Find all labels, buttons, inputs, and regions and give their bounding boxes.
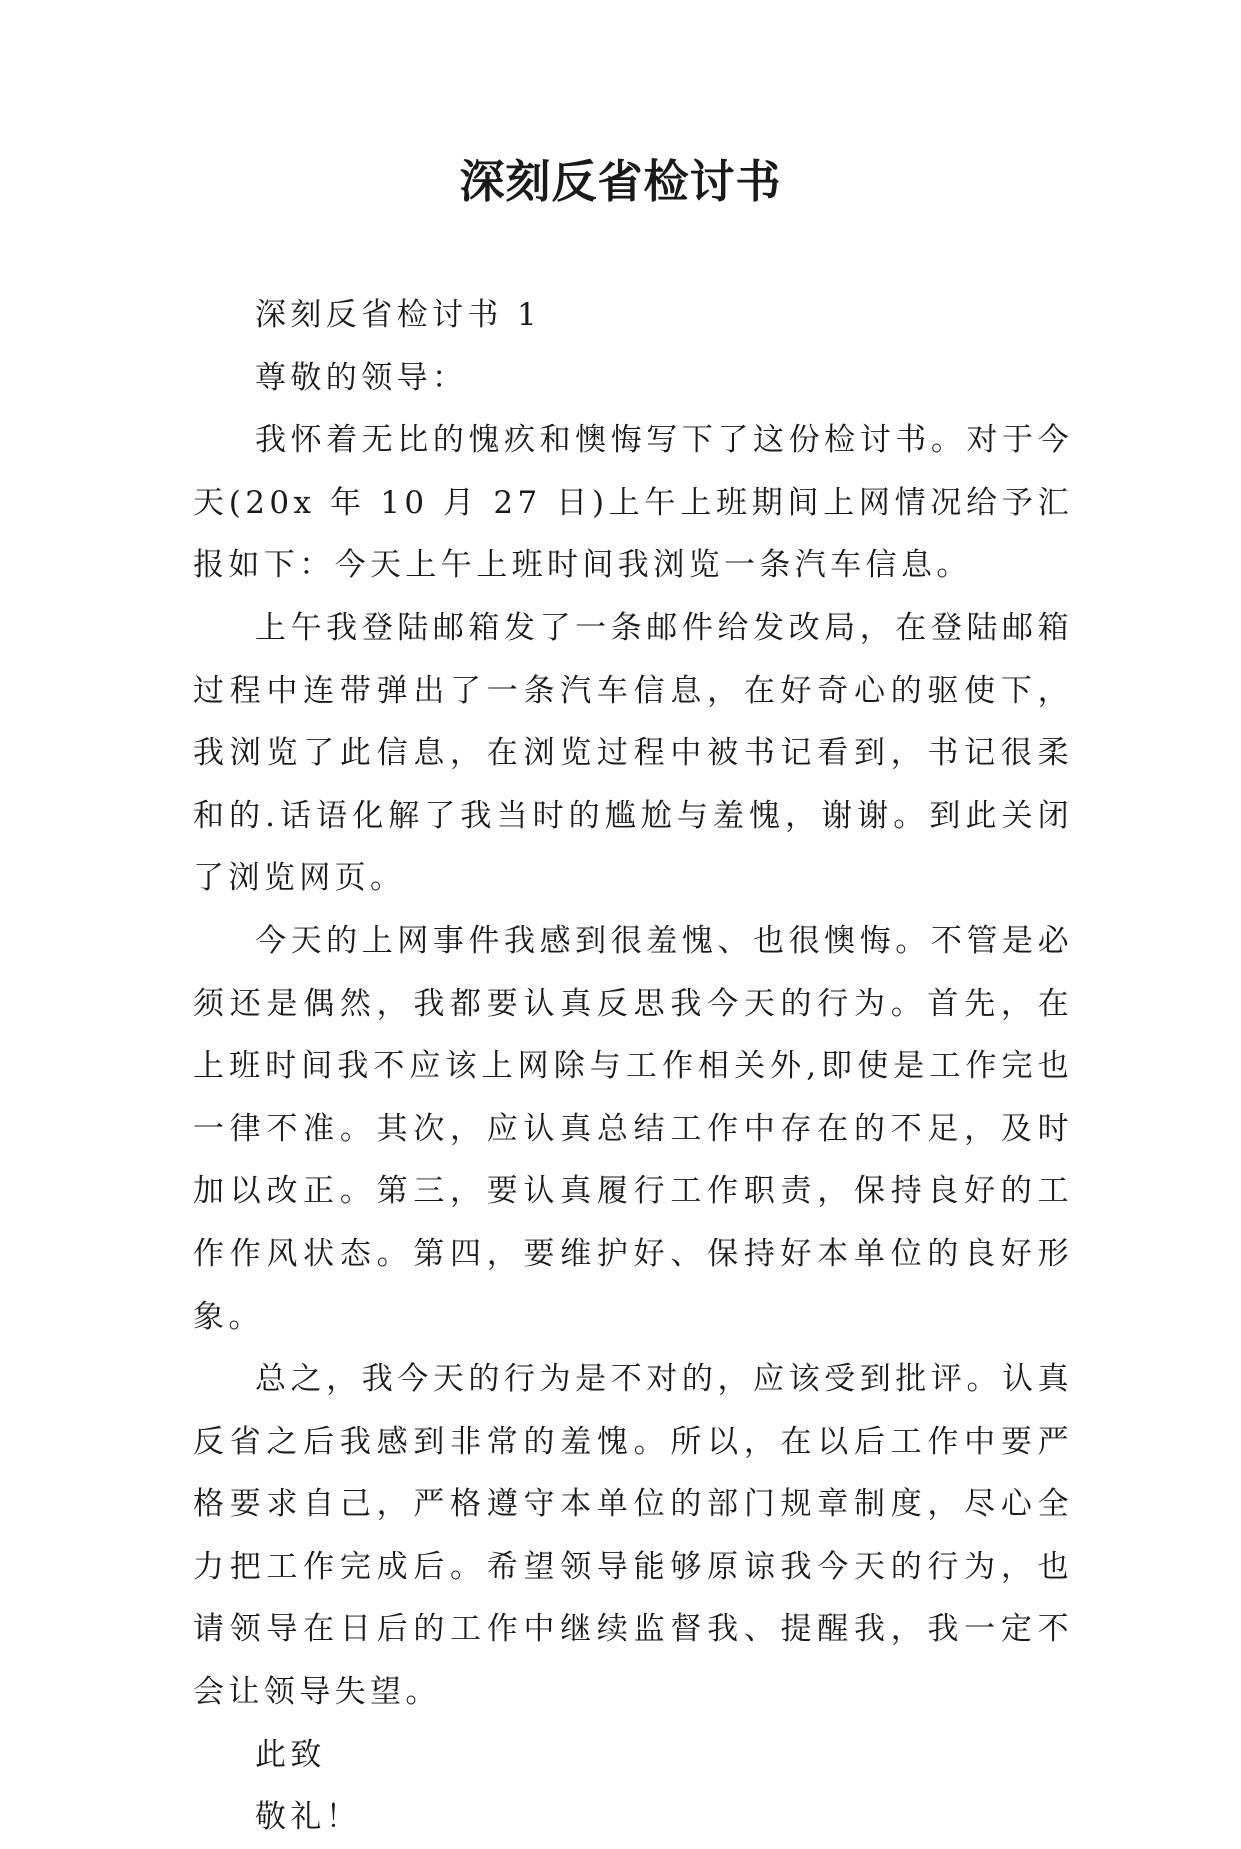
document-body — [193, 284, 1073, 1849]
paragraph-conclusion: 总之，我今天的行为是不对的，应该受到批评。认真反省之后我感到非常的羞愧。所以，在以后工作中要严格要求自己，严格遵守本单位的部门规章制度，尽心全力把工作完成后。希望领导能够原谅我今天的行为，也请领导在日后的工作中继续监督我、提醒我，我一定不会让领导失望。 — [193, 1361, 1073, 1711]
paragraph-account: 上午我登陆邮箱发了一条邮件给发改局，在登陆邮箱过程中连带弹出了一条汽车信息，在好奇心的驱使下，我浏览了此信息，在浏览过程中被书记看到，书记很柔和的.话语化解了我当时的尴尬与羞愧，谢谢。到此关闭了浏览网页。 — [193, 609, 1073, 897]
closing-regards: 敬礼！ — [255, 1799, 362, 1836]
paragraph-reflection: 今天的上网事件我感到很羞愧、也很懊悔。不管是必须还是偶然，我都要认真反思我今天的行为。首先，在上班时间我不应该上网除与工作相关外,即使是工作完也一律不准。其次，应认真总结工作中存在的不足，及时加以改正。第三，要认真履行工作职责，保持良好的工作作风状态。第四，要维护好、保持好本单位的良好形象。 — [193, 922, 1073, 1335]
document-title: 深刻反省检讨书 — [459, 155, 782, 208]
salutation: 尊敬的领导： — [255, 359, 468, 396]
section-heading: 深刻反省检讨书 1 — [255, 297, 542, 333]
paragraph-intro: 我怀着无比的愧疚和懊悔写下了这份检讨书。对于今天(20x 年 10 月 27 日)上午上班期间上网情况给予汇报如下：今天上午上班时间我浏览一条汽车信息。 — [193, 422, 1073, 584]
closing-line: 此致 — [255, 1736, 326, 1773]
